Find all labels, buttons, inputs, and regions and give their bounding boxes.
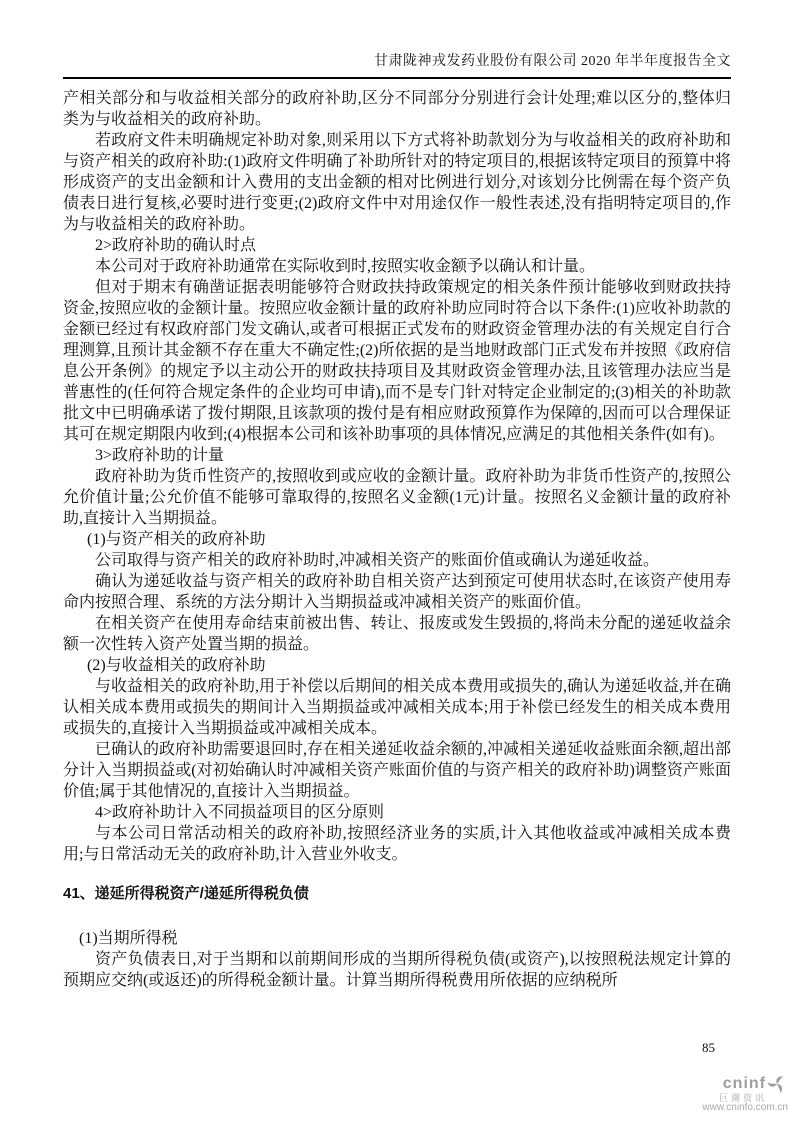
paragraph-11: (2)与收益相关的政府补助 — [87, 657, 266, 674]
cninfo-logo — [629, 1074, 789, 1114]
paragraph-2: 2>政府补助的确认时点 — [95, 237, 257, 254]
paragraph-5: 3>政府补助的计量 — [95, 447, 225, 464]
cninfo-logo-row — [629, 1074, 789, 1094]
cninfo-swirl-icon — [767, 1074, 787, 1094]
paragraph-15: 与本公司日常活动相关的政府补助,按照经济业务的实质,计入其他收益或冲减相关成本费用;与日常活动无关的政府补助,计入营业外收支。 — [63, 825, 731, 863]
paragraph-10: 在相关资产在使用寿命结束前被出售、转让、报废或发生毁损的,将尚未分配的递延收益余额一次性转入资产处置当期的损益。 — [63, 615, 731, 653]
paragraph-7: (1)与资产相关的政府补助 — [87, 531, 266, 548]
document-body — [63, 88, 731, 991]
page-header — [63, 50, 731, 79]
paragraph-14: 4>政府补助计入不同损益项目的区分原则 — [95, 804, 385, 821]
paragraph-9: 确认为递延收益与资产相关的政府补助自相关资产达到预定可使用状态时,在该资产使用寿命内按照合理、系统的方法分期计入当期损益或冲减相关资产的账面价值。 — [63, 573, 731, 611]
cninfo-url: www.cninfo.com.cn — [702, 1102, 788, 1114]
page-number: 85 — [702, 1040, 715, 1055]
section-heading: 41、递延所得税资产/递延所得税负债 — [63, 885, 309, 902]
paragraph-12: 与收益相关的政府补助,用于补偿以后期间的相关成本费用或损失的,确认为递延收益,并在确认相关成本费用或损失的期间计入当期损益或冲减相关成本;用于补偿已经发生的相关成本费用或损失的,直接计入当期损益或冲减相关成本。 — [63, 678, 732, 737]
paragraph-8: 公司取得与资产相关的政府补助时,冲减相关资产的账面价值或确认为递延收益。 — [95, 552, 660, 569]
paragraph-13: 已确认的政府补助需要退回时,存在相关递延收益余额的,冲减相关递延收益账面余额,超出部分计入当期损益或(对初始确认时冲减相关资产账面价值的与资产相关的政府补助)调整资产账面价值;属于其他情况的,直接计入当期损益。 — [63, 741, 732, 800]
paragraph-1: 若政府文件未明确规定补助对象,则采用以下方式将补助款划分为与收益相关的政府补助和与资产相关的政府补助:(1)政府文件明确了补助所针对的特定项目的,根据该特定项目的预算中将形成资产的支出金额和计入费用的支出金额的相对比例进行划分,对该划分比例需在每个资产负债表日进行复核,必要时进行变更;(2)政府文件中对用途仅作一般性表述,没有指明特定项目的,作为与收益相关的政府补助。 — [63, 132, 731, 233]
paragraph-0: 产相关部分和与收益相关部分的政府补助,区分不同部分分别进行会计处理;难以区分的,整体归类为与收益相关的政府补助。 — [63, 90, 731, 128]
paragraph-6: 政府补助为货币性资产的,按照收到或应收的金额计量。政府补助为非货币性资产的,按照公允价值计量;公允价值不能够可靠取得的,按照名义金额(1元)计量。按照名义金额计量的政府补助,直接计入当期损益。 — [63, 468, 731, 527]
paragraph-3: 本公司对于政府补助通常在实际收到时,按照实收金额予以确认和计量。 — [95, 258, 596, 275]
cninfo-chinese-name: 巨潮资讯 — [718, 1093, 767, 1103]
paragraph-18: 资产负债表日,对于当期和以前期间形成的当期所得税负债(或资产),以按照税法规定计算的预期应交纳(或返还)的所得税金额计量。计算当期所得税费用所依据的应纳税所 — [63, 951, 731, 989]
cninfo-brand-text: cninf — [722, 1074, 766, 1092]
paragraph-4: 但对于期末有确凿证据表明能够符合财政扶持政策规定的相关条件预计能够收到财政扶持资金,按照应收的金额计量。按照应收金额计量的政府补助应同时符合以下条件:(1)应收补助款的金额已经过有权政府部门发文确认,或者可根据正式发布的财政资金管理办法的有关规定自行合理测算,且预计其金额不存在重大不确定性;(2)所依据的是当地财政部门正式发布并按照《政府信息公开条例》的规定予以主动公开的财政扶持项目及其财政资金管理办法,且该管理办法应当是普惠性的(任何符合规定条件的企业均可申请),而不是专门针对特定企业制定的;(3)相关的补助款批文中已明确承诺了拨付期限,且该款项的拨付是有相应财政预算作为保障的,因而可以合理保证其可在规定期限内收到;(4)根据本公司和该补助事项的具体情况,应满足的其他相关条件(如有)。 — [63, 279, 731, 443]
paragraph-17: (1)当期所得税 — [79, 930, 178, 947]
report-header-title: 甘肃陇神戎发药业股份有限公司 2020 年半年度报告全文 — [374, 54, 731, 69]
